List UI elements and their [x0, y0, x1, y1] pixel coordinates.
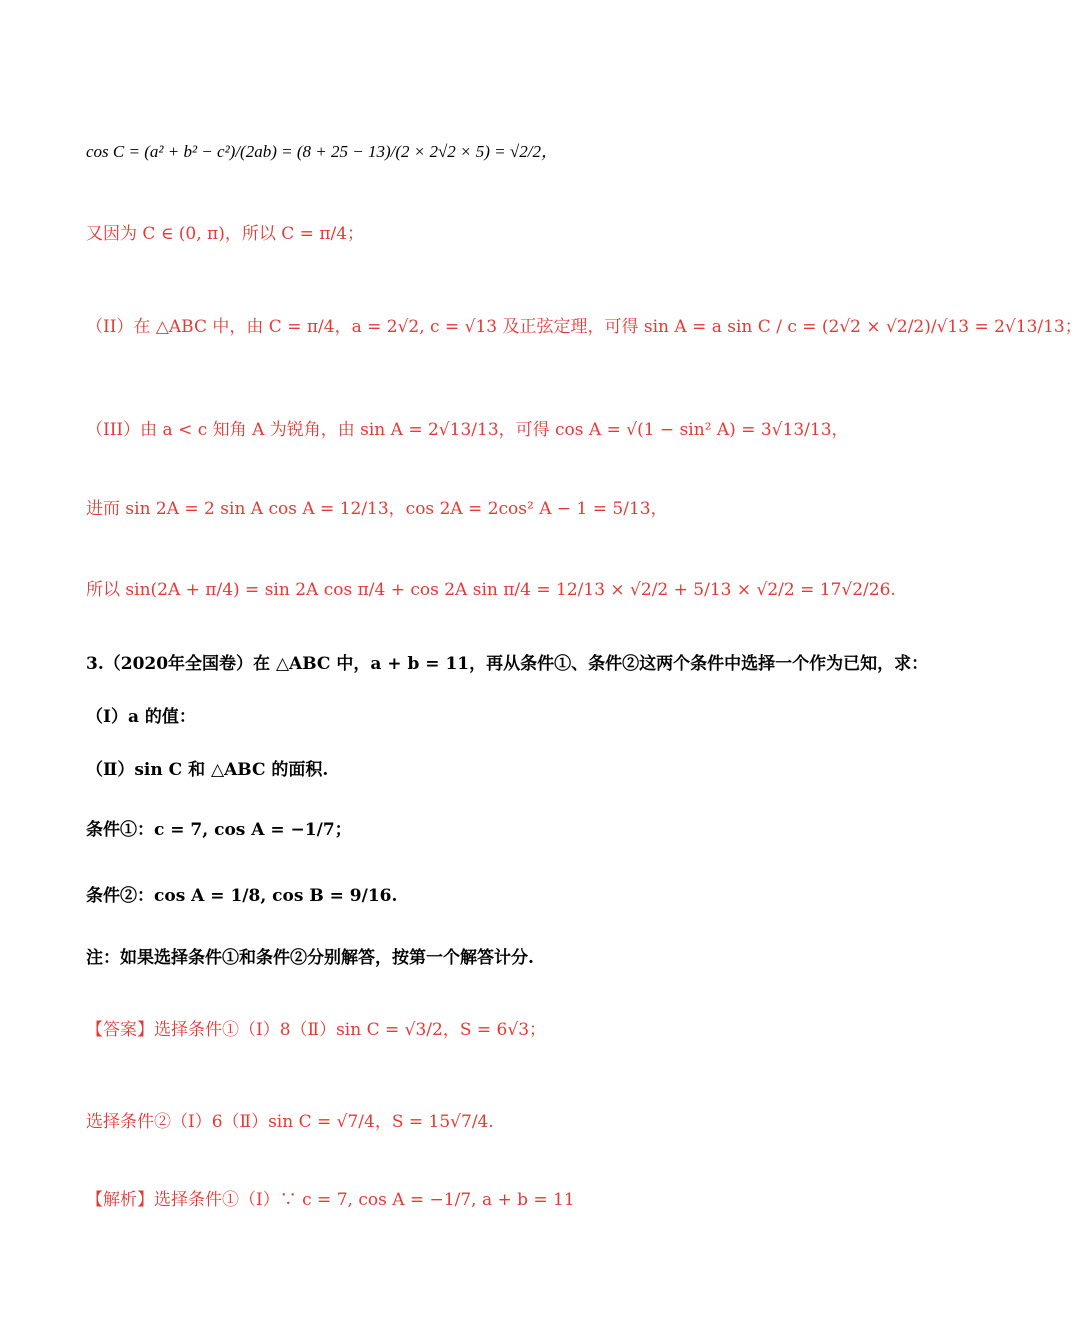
condition-1: 条件①：c = 7, cos A = −1/7；: [86, 820, 352, 840]
part-ii-solution: （II）在 △ABC 中，由 C = π/4，a = 2√2, c = √13 及正弦定理，可得 sin A = a sin C / c = (2√2 × √2/2)/√13 = 2√13/13；: [86, 317, 1082, 337]
answer-condition-1: 【答案】选择条件①（Ⅰ）8（Ⅱ）sin C = √3/2，S = 6√3；: [86, 1020, 547, 1040]
analysis-start: 【解析】选择条件①（Ⅰ）∵ c = 7, cos A = −1/7, a + b = 11: [86, 1190, 575, 1210]
condition-2: 条件②：cos A = 1/8, cos B = 9/16.: [86, 886, 398, 906]
question-ii: （Ⅱ）sin C 和 △ABC 的面积.: [86, 760, 329, 780]
angle-c-conclusion: 又因为 C ∈ (0, π)，所以 C = π/4；: [86, 224, 365, 244]
answer-condition-2: 选择条件②（Ⅰ）6（Ⅱ）sin C = √7/4，S = 15√7/4.: [86, 1112, 494, 1132]
part-iii-final: 所以 sin(2A + π/4) = sin 2A cos π/4 + cos 2A sin π/4 = 12/13 × √2/2 + 5/13 × √2/2 = 17√2/26.: [86, 580, 896, 600]
part-iii-cos-a: （III）由 a < c 知角 A 为锐角，由 sin A = 2√13/13，可得 cos A = √(1 − sin² A) = 3√13/13，: [86, 420, 849, 440]
part-iii-double-angle: 进而 sin 2A = 2 sin A cos A = 12/13，cos 2A = 2cos² A − 1 = 5/13，: [86, 499, 668, 519]
cos-c-derivation: cos C = (a² + b² − c²)/(2ab) = (8 + 25 − 13)/(2 × 2√2 × 5) = √2/2，: [86, 142, 558, 161]
question-i: （Ⅰ）a 的值：: [86, 707, 196, 727]
problem-3-statement: 3.（2020年全国卷）在 △ABC 中，a + b = 11，再从条件①、条件②这两个条件中选择一个作为已知，求：: [86, 654, 929, 674]
note: 注：如果选择条件①和条件②分别解答，按第一个解答计分.: [86, 948, 534, 968]
